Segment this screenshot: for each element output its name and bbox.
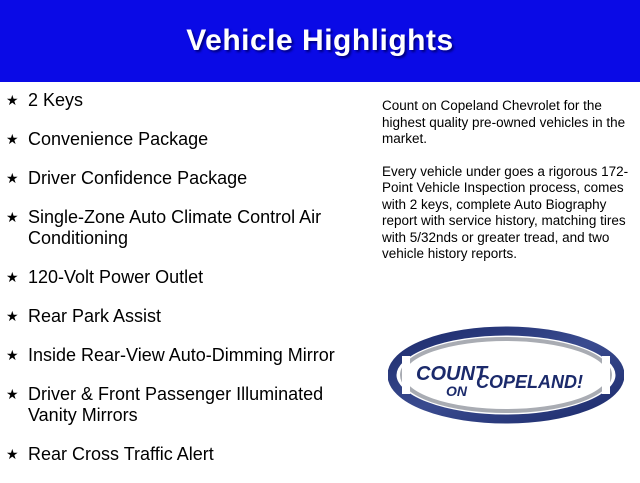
logo-text-on: ON [446, 383, 467, 399]
star-icon: ★ [6, 386, 19, 402]
logo-text-count: COUNT [416, 363, 488, 385]
feature-item [6, 345, 351, 366]
star-icon: ★ [6, 170, 19, 186]
feature-label: 120-Volt Power Outlet [28, 267, 204, 287]
star-icon: ★ [6, 269, 19, 285]
feature-item [6, 90, 351, 111]
feature-label: Single-Zone Auto Climate Control Air Conditioning [28, 207, 322, 248]
star-icon: ★ [6, 131, 19, 147]
star-icon: ★ [6, 308, 19, 324]
count-on-copeland-logo [388, 326, 624, 424]
inspection-paragraph: Every vehicle under goes a rigorous 172-Point Vehicle Inspection process, comes with 2 keys, complete Auto Biography report with service history, matching tires with 5/32nds or greater tread, and two vehicle history reports. [382, 163, 629, 261]
feature-label: Convenience Package [28, 129, 209, 149]
logo-ring-gap [602, 356, 610, 394]
feature-item [6, 267, 351, 288]
feature-label: Rear Cross Traffic Alert [28, 444, 214, 464]
feature-item [6, 129, 351, 150]
header-banner [0, 0, 640, 82]
page-title: Vehicle Highlights [186, 24, 454, 57]
logo-text-copeland: COPELAND! [476, 372, 583, 392]
feature-item [6, 444, 351, 465]
feature-item [6, 384, 351, 426]
feature-label: Driver & Front Passenger Illuminated Vanity Mirrors [28, 384, 324, 425]
feature-item [6, 207, 351, 249]
star-icon: ★ [6, 209, 19, 225]
feature-list [6, 90, 351, 483]
star-icon: ★ [6, 446, 19, 462]
feature-label: 2 Keys [28, 90, 84, 110]
feature-item [6, 168, 351, 189]
intro-paragraph: Count on Copeland Chevrolet for the highest quality pre-owned vehicles in the market. [382, 98, 626, 146]
feature-item [6, 306, 351, 327]
star-icon: ★ [6, 92, 19, 108]
star-icon: ★ [6, 347, 19, 363]
feature-label: Rear Park Assist [28, 306, 162, 326]
dealer-description [382, 98, 632, 279]
feature-label: Inside Rear-View Auto-Dimming Mirror [28, 345, 335, 365]
logo-ring-gap [402, 356, 410, 394]
feature-label: Driver Confidence Package [28, 168, 248, 188]
